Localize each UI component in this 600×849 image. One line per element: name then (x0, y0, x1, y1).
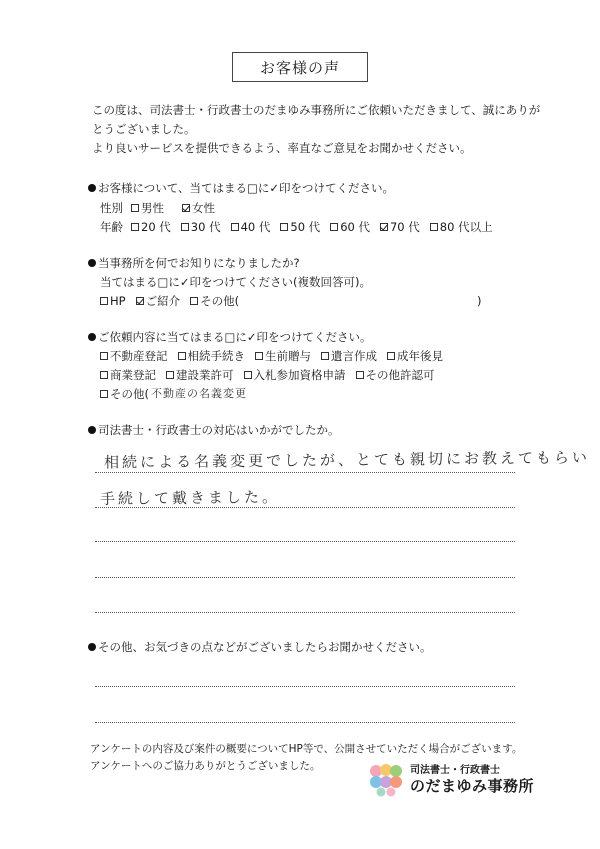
dotted-line (95, 722, 515, 723)
q3-heading (88, 330, 372, 344)
option-label: 40 代 (240, 220, 271, 234)
option-label: HP (110, 294, 126, 308)
page-title (232, 52, 368, 82)
age-option-80[interactable] (430, 220, 493, 234)
checkbox[interactable] (330, 223, 338, 231)
q4-heading-text: 司法書士・行政書士の対応はいかがでしたか。 (98, 423, 340, 437)
service-option-will[interactable] (321, 349, 377, 363)
intro-line-3: より良いサービスを提供できるよう、率直なご意見をお聞かせください。 (92, 141, 472, 155)
option-label: 男性 (141, 201, 164, 215)
option-label: 女性 (192, 201, 215, 215)
checkbox[interactable] (100, 371, 108, 379)
service-option-other[interactable] (100, 387, 149, 401)
service-option-commercial[interactable] (100, 368, 156, 382)
checkbox[interactable] (182, 204, 190, 212)
service-option-other-permit[interactable] (356, 368, 435, 382)
option-label: 70 代 (389, 220, 420, 234)
checkbox[interactable] (244, 371, 252, 379)
option-label: 不動産登記 (110, 349, 168, 363)
option-label: 80 代以上 (439, 220, 493, 234)
dotted-line (95, 686, 515, 687)
age-option-70[interactable] (380, 220, 420, 234)
footer-line-2: アンケートへのご協力ありがとうございました。 (90, 760, 321, 772)
dotted-line (95, 541, 515, 542)
dotted-line (95, 472, 515, 473)
checkbox[interactable] (190, 297, 198, 305)
option-label: その他( (110, 387, 149, 401)
q2-heading-text: 当事務所を何でお知りになりましたか? (98, 256, 300, 270)
footer-line-1: アンケートの内容及び案件の概要についてHP等で、公開させていただく場合がございます。 (90, 743, 523, 755)
checkbox[interactable] (100, 352, 108, 360)
option-label: 商業登記 (110, 368, 156, 382)
service-option-real-estate[interactable] (100, 349, 168, 363)
bullet-icon (88, 333, 96, 341)
dotted-line (95, 507, 515, 508)
q1-age-row (100, 220, 503, 234)
answer-handwritten-line-2: 手続して戴きました。 (99, 488, 281, 508)
option-label: その他( (200, 294, 240, 308)
age-option-60[interactable] (330, 220, 370, 234)
page-title-text: お客様の声 (259, 58, 340, 77)
age-option-50[interactable] (280, 220, 320, 234)
age-option-30[interactable] (181, 220, 221, 234)
gender-option-female[interactable] (182, 201, 215, 215)
checkbox[interactable] (387, 352, 395, 360)
checkbox[interactable] (100, 390, 108, 398)
service-option-gift[interactable] (255, 349, 311, 363)
q2-options-row (100, 294, 249, 308)
age-option-20[interactable] (131, 220, 171, 234)
q2-sub: 当てはまる□に✓印をつけてください(複数回答可)。 (100, 275, 371, 289)
checkbox[interactable] (166, 371, 174, 379)
age-option-40[interactable] (231, 220, 271, 234)
bullet-icon (88, 426, 96, 434)
checkbox[interactable] (131, 204, 139, 212)
q3-row-1 (100, 349, 453, 363)
option-label: 相続手続き (187, 349, 245, 363)
service-option-inheritance[interactable] (178, 349, 246, 363)
q1-heading-text: お客様について、当てはまる□に✓印をつけてください。 (98, 181, 395, 195)
q2-heading (88, 256, 300, 270)
option-label: 建設業許可 (176, 368, 234, 382)
logo-name: のだまゆみ事務所 (410, 777, 535, 795)
bullet-icon (88, 643, 96, 651)
option-label: 50 代 (290, 220, 321, 234)
source-option-hp[interactable] (100, 294, 126, 308)
option-label: 30 代 (190, 220, 221, 234)
dotted-line (95, 612, 515, 613)
q1-gender-row (100, 201, 225, 215)
office-logo (368, 763, 534, 797)
other-handwritten-value: 不動産の名義変更 (151, 387, 247, 400)
q4-heading (88, 423, 340, 437)
service-option-guardianship[interactable] (387, 349, 443, 363)
q2-close-paren: ) (477, 294, 482, 308)
option-label: 60 代 (340, 220, 370, 234)
checkbox[interactable] (178, 352, 186, 360)
gender-option-male[interactable] (131, 201, 164, 215)
checkbox[interactable] (380, 223, 388, 231)
option-label: 生前贈与 (265, 349, 311, 363)
checkbox[interactable] (181, 223, 189, 231)
q3-heading-text: ご依頼内容に当てはまる□に✓印をつけてください。 (98, 330, 372, 344)
option-label: その他許認可 (365, 368, 435, 382)
age-label: 年齢 (100, 220, 123, 234)
gender-label: 性別 (100, 201, 123, 215)
checkbox[interactable] (430, 223, 438, 231)
checkbox[interactable] (255, 352, 263, 360)
checkbox[interactable] (280, 223, 288, 231)
option-label: 20 代 (141, 220, 171, 234)
bullet-icon (88, 259, 96, 267)
q3-row-2 (100, 368, 445, 382)
checkbox[interactable] (131, 223, 139, 231)
option-label: 遺言作成 (331, 349, 377, 363)
q5-heading (88, 640, 432, 654)
checkbox[interactable] (356, 371, 364, 379)
intro-line-1: この度は、司法書士・行政書士のだまゆみ事務所にご依頼いただきまして、誠にありが (92, 103, 541, 117)
dotted-line (95, 577, 515, 578)
service-option-bidding[interactable] (244, 368, 346, 382)
option-label: 成年後見 (397, 349, 443, 363)
checkbox[interactable] (321, 352, 329, 360)
q3-row-3 (100, 387, 247, 401)
logo-subtitle: 司法書士・行政書士 (410, 765, 500, 776)
service-option-construction[interactable] (166, 368, 234, 382)
option-label: 入札参加資格申請 (253, 368, 346, 382)
flower-logo-icon (368, 763, 404, 797)
q5-heading-text: その他、お気づきの点などがございましたらお聞かせください。 (98, 640, 432, 654)
option-label: ご紹介 (145, 294, 181, 308)
q1-heading (88, 181, 394, 195)
intro-line-2: とうございました。 (92, 122, 196, 136)
source-option-referral[interactable] (136, 294, 181, 308)
source-option-other[interactable] (190, 294, 239, 308)
checkbox[interactable] (136, 297, 144, 305)
checkbox[interactable] (231, 223, 239, 231)
answer-handwritten-line-1: 相続による名義変更でしたが、とても親切にお教えてもらい (103, 448, 591, 472)
bullet-icon (88, 184, 96, 192)
checkbox[interactable] (100, 297, 108, 305)
